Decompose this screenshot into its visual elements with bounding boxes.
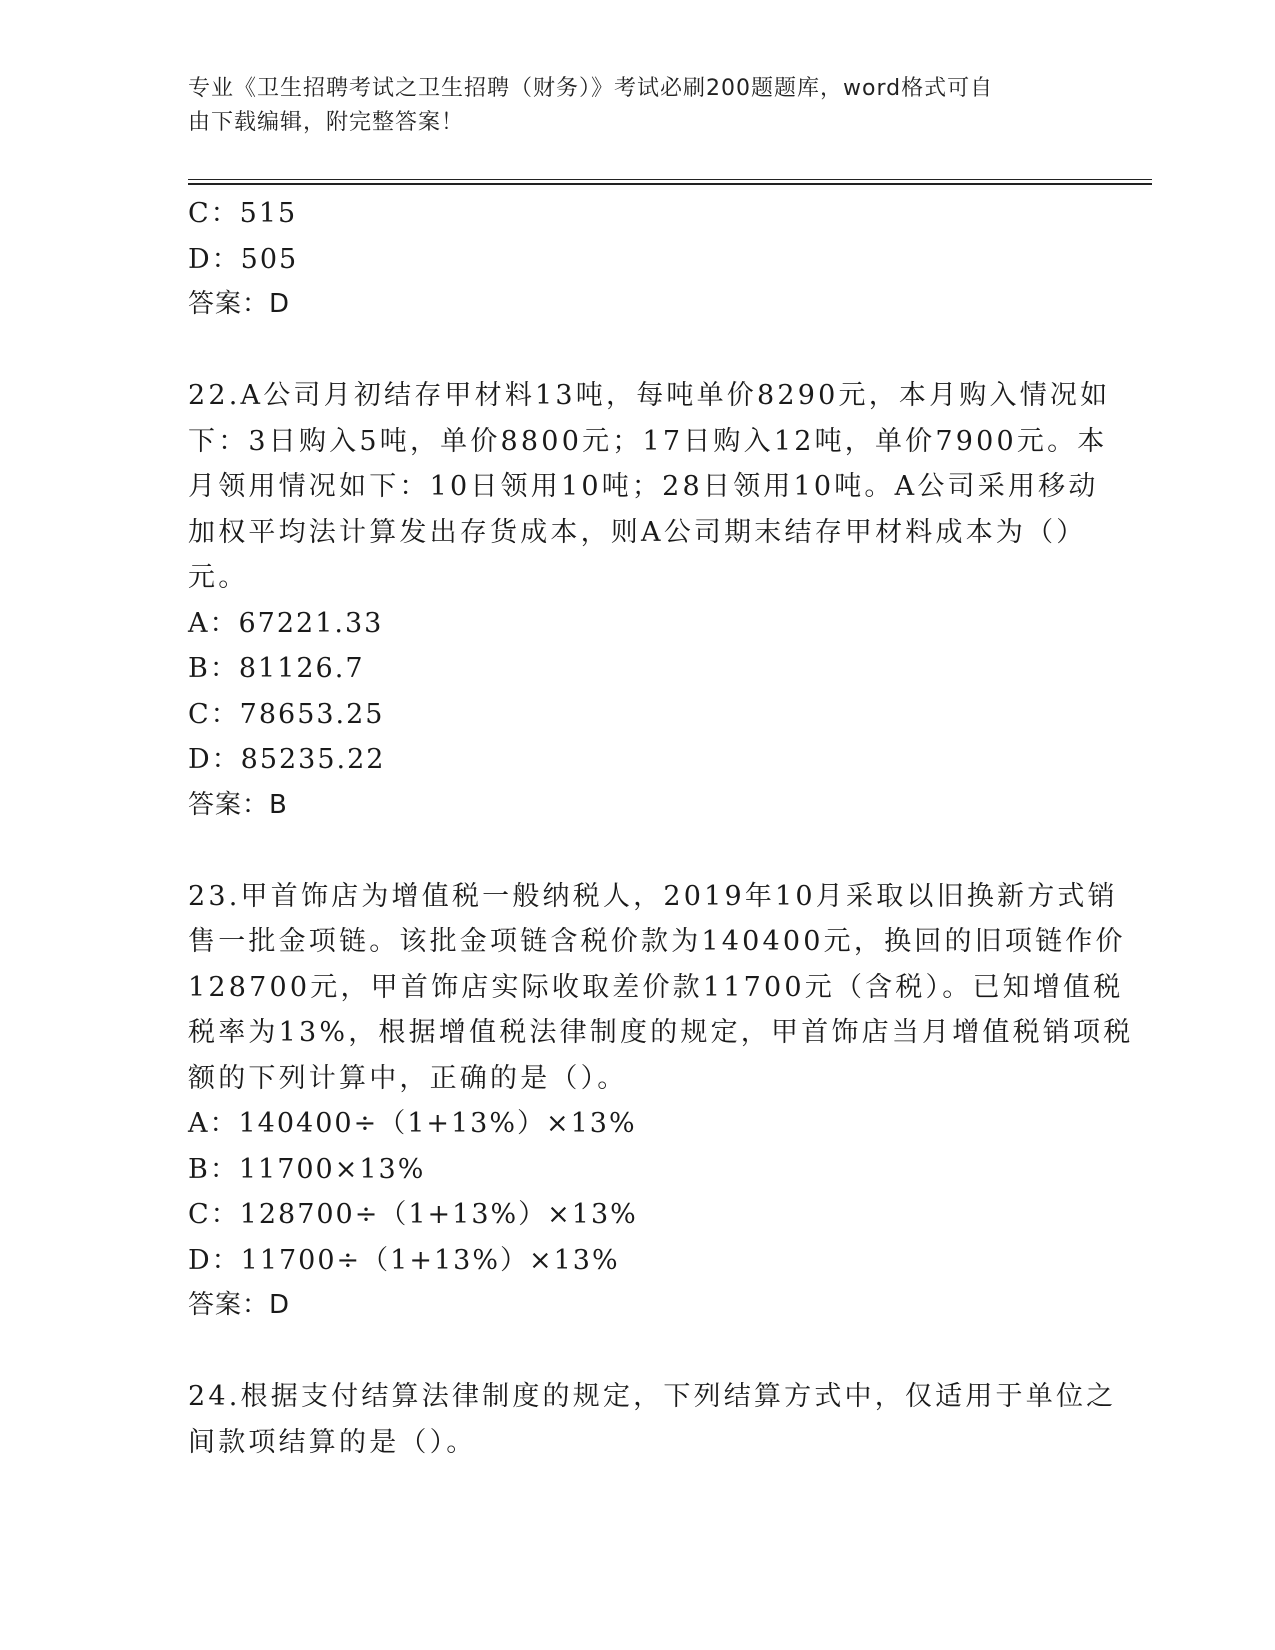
answer-line: 答案：B [188,789,288,820]
header-divider-thin [188,179,1152,180]
question-text-line: 22.A公司月初结存甲材料13吨，每吨单价8290元，本月购入情况如 [188,380,1111,411]
option-b: B：81126.7 [188,653,365,684]
question-text-line: 加权平均法计算发出存货成本，则A公司期末结存甲材料成本为（） [188,516,1087,548]
document-header [188,72,1068,140]
header-divider-thick [188,183,1152,185]
question-23-options [188,1101,1088,1329]
question-text-line: 24.根据支付结算法律制度的规定，下列结算方式中，仅适用于单位之 [188,1381,1117,1412]
document-body [188,191,1134,1465]
header-line-1: 专业《卫生招聘考试之卫生招聘（财务）》考试必刷200题题库，word格式可自 [188,76,994,101]
option-c: C：78653.25 [188,698,385,730]
option-a: A：140400÷（1+13%）×13% [188,1108,637,1139]
option-b: B：11700×13% [188,1153,426,1185]
question-text-line: 额的下列计算中，正确的是（）。 [188,1062,628,1094]
option-d: D：505 [188,243,299,275]
spacer [188,828,1088,874]
option-d: D：11700÷（1+13%）×13% [188,1244,620,1276]
header-line-2: 由下载编辑，附完整答案！ [188,110,465,135]
question-23 [188,874,1134,1102]
previous-question-tail [188,191,1088,328]
question-22 [188,373,1111,601]
spacer [188,328,1088,374]
question-text-line: 税率为13%，根据增值税法律制度的规定，甲首饰店当月增值税销项税 [188,1017,1134,1048]
question-text-line: 间款项结算的是（）。 [188,1426,477,1458]
option-c: C：515 [188,198,298,229]
question-24 [188,1374,1117,1465]
question-text-line: 售一批金项链。该批金项链含税价款为140400元，换回的旧项链作价 [188,926,1126,957]
question-text-line: 下：3日购入5吨，单价8800元；17日购入12吨，单价7900元。本 [188,425,1108,457]
option-d: D：85235.22 [188,744,386,775]
question-text-line: 月领用情况如下：10日领用10吨；28日领用10吨。A公司采用移动 [188,471,1099,502]
answer-line: 答案：D [188,289,291,319]
question-text-line: 元。 [188,562,249,593]
question-22-options [188,601,1088,829]
option-c: C：128700÷（1+13%）×13% [188,1199,638,1230]
option-a: A：67221.33 [188,607,384,639]
spacer [188,1329,1088,1375]
question-text-line: 128700元，甲首饰店实际收取差价款11700元（含税）。已知增值税 [188,971,1124,1003]
question-text-line: 23.甲首饰店为增值税一般纳税人，2019年10月采取以旧换新方式销 [188,880,1118,912]
answer-line: 答案：D [188,1290,291,1320]
